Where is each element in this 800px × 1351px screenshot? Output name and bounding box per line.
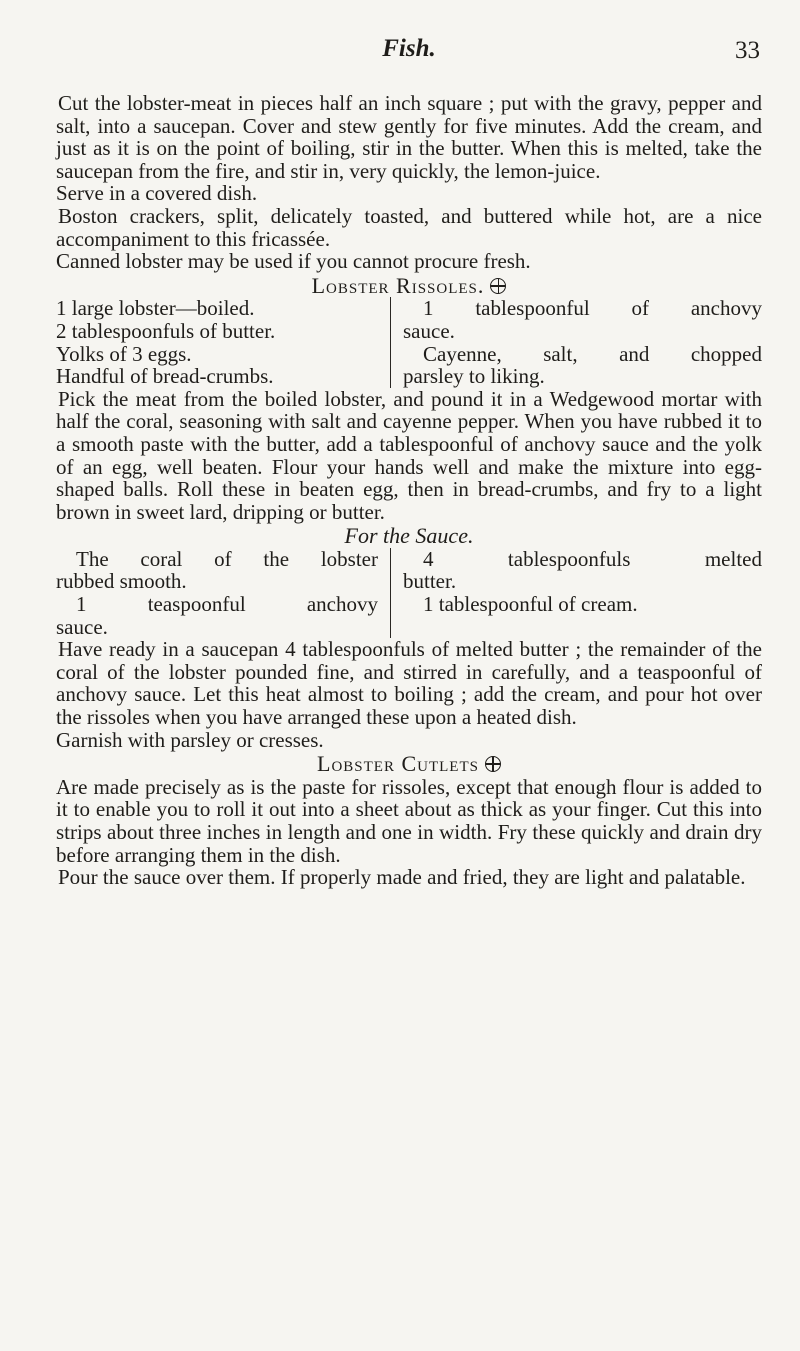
circled-cross-icon [485, 756, 501, 772]
running-title: Fish. [382, 35, 436, 62]
sauce-ingredients-left [56, 548, 391, 638]
ingredient-line: parsley to liking. [403, 364, 545, 389]
paragraph-serve: Serve in a covered dish. [56, 181, 258, 206]
cutlets-serve: Pour the sauce over them. If properly made and fried, they are light and palatable. [58, 865, 746, 890]
page-header [56, 30, 762, 92]
page-number: 33 [735, 37, 760, 64]
ingredient-line: 4 tablespoonfuls melted [423, 546, 762, 571]
cutlets-heading-text: Lobster Cutlets [317, 751, 479, 777]
ingredient-line: 1 tablespoonful of cream. [423, 592, 638, 617]
sauce-garnish: Garnish with parsley or cresses. [56, 727, 324, 752]
recipe-heading-cutlets [56, 753, 762, 776]
ingredient-line: sauce. [403, 318, 455, 343]
ingredient-line: sauce. [56, 614, 108, 639]
ingredient-line: 1 tablespoonful of anchovy [423, 296, 762, 321]
paragraph-canned-lobster: Canned lobster may be used if you cannot procure fresh. [56, 249, 531, 274]
ingredient-line: 2 tablespoonfuls of butter. [56, 318, 276, 343]
ingredient-line: Handful of bread-crumbs. [56, 364, 274, 389]
rissoles-method: Pick the meat from the boiled lobster, and pound it in a Wedgewood mortar with half the coral, seasoning with salt and cayenne pepper. When you have rubbed it to a smooth paste with the butter, add a tablespoonful of anchovy sauce and the yolk of an egg, well beaten. Flour your hands well and make the mixture into egg-shaped balls. Roll these in beaten egg, then in bread-crumbs, and fry to a light brown in sweet lard, dripping or butter. [56, 386, 762, 524]
recipe-heading-rissoles [56, 272, 762, 298]
recipe-heading-sauce: For the Sauce. [344, 523, 474, 549]
ingredient-line: rubbed smooth. [56, 569, 187, 594]
ingredient-line: 1 teaspoonful anchovy [76, 592, 378, 617]
ingredient-line: butter. [403, 569, 457, 594]
rissoles-heading-text: Lobster Rissoles. [311, 272, 485, 298]
cutlets-method: Are made precisely as is the paste for rissoles, except that enough flour is added to it to enable you to roll it out into a sheet about as thick as your finger. Cut this into strips about three inches in length and one in width. Fry these quickly and drain dry before arranging them in the dish. [56, 774, 762, 867]
sauce-ingredients [56, 548, 762, 638]
sauce-ingredients-right [391, 548, 762, 638]
rissoles-ingredients [56, 297, 762, 387]
ingredient-line: 1 large lobster—boiled. [56, 296, 255, 321]
ingredient-line: The coral of the lobster [76, 546, 378, 571]
paragraph-fricassee-method: Cut the lobster-meat in pieces half an inch square ; put with the gravy, pepper and salt, into a saucepan. Cover and stew gently for five minutes. Add the cream, and just as it is on the point of boiling, stir in the butter. When this is melted, take the saucepan from the fire, and stir in, very quickly, the lemon-juice. [56, 91, 762, 183]
book-page [56, 30, 762, 889]
ingredient-line: Cayenne, salt, and chopped [423, 341, 762, 366]
paragraph-accompaniment: Boston crackers, split, delicately toasted, and buttered while hot, are a nice accompaniment to this fricassée. [56, 203, 762, 251]
ingredient-line: Yolks of 3 eggs. [56, 341, 192, 366]
rissoles-ingredients-right [391, 297, 762, 387]
sauce-method: Have ready in a saucepan 4 tablespoonfuls of melted butter ; the remainder of the coral of the lobster pounded fine, and stirred in carefully, and a teaspoonful of anchovy sauce. Let this heat almost to boiling ; add the cream, and pour hot over the rissoles when you have arranged these upon a heated dish. [56, 637, 762, 730]
rissoles-ingredients-left [56, 297, 391, 387]
circled-cross-icon [490, 278, 506, 294]
